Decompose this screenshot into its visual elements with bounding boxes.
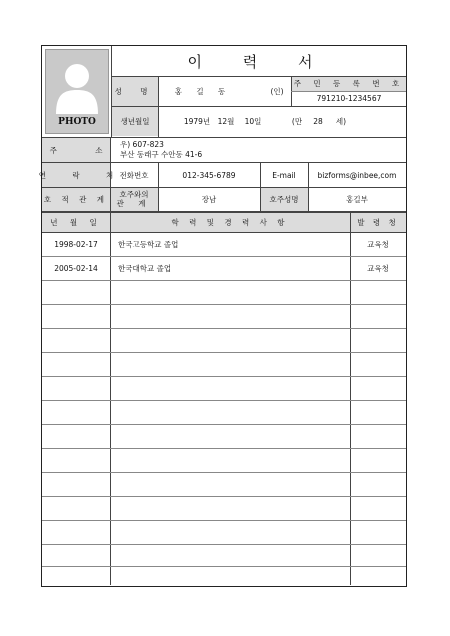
table-row-issuer: 교육청: [367, 264, 389, 273]
table-row-desc: 한국고등학교 졸업: [118, 240, 179, 249]
age-open: (만: [291, 116, 303, 126]
age-value: 28: [313, 116, 323, 126]
person-silhouette-icon: [46, 52, 108, 114]
family-label: 호 적 관 계: [42, 187, 110, 211]
table-row-desc: 한국대학교 졸업: [118, 264, 172, 273]
birth-day: 10일: [244, 116, 262, 126]
address-value: [114, 140, 404, 162]
birth-month: 12월: [217, 116, 235, 126]
phone-label: 전화번호: [119, 170, 149, 180]
contact-label: 연 락 처: [42, 163, 110, 187]
email-value: bizforms@inbee,com: [317, 170, 397, 180]
name-value: 홍 길 동: [174, 86, 232, 96]
name-label: 성 명: [112, 76, 158, 106]
birth-year: 1979년: [183, 116, 211, 126]
seal-mark: (인): [270, 86, 284, 96]
col-issuer-header: 발 령 청: [350, 212, 406, 232]
head-label: 호주성명: [260, 187, 308, 211]
address-label: 주 소: [42, 138, 110, 162]
photo-box: [45, 49, 109, 134]
col-date-header: 년 월 일: [42, 212, 110, 232]
page-title: 이 력 서: [187, 52, 331, 71]
table-row-date: 1998-02-17: [54, 240, 98, 249]
age-close: 세): [335, 116, 347, 126]
resume-form: [38, 45, 407, 587]
col-desc-header: 학 력 및 경 력 사 항: [110, 212, 350, 232]
table-row-issuer: 교육청: [367, 240, 389, 249]
rrn-label: 주 민 등 록 번 호: [292, 76, 406, 91]
email-label: E-mail: [272, 170, 296, 180]
rrn-value: 791210-1234567: [316, 94, 382, 103]
phone-value: 012-345-6789: [182, 170, 236, 180]
birth-label: 생년월일: [112, 106, 158, 136]
table-row-date: 2005-02-14: [54, 264, 98, 273]
relation-label: 호주와의 관 계: [110, 187, 158, 211]
address-line: 부산 동래구 수안동 41-6: [120, 150, 203, 159]
relation-value: 장남: [201, 194, 217, 204]
address-postal: 우) 607-823: [120, 140, 164, 149]
head-value: 홍길부: [346, 194, 368, 204]
photo-label: PHOTO: [58, 117, 96, 127]
